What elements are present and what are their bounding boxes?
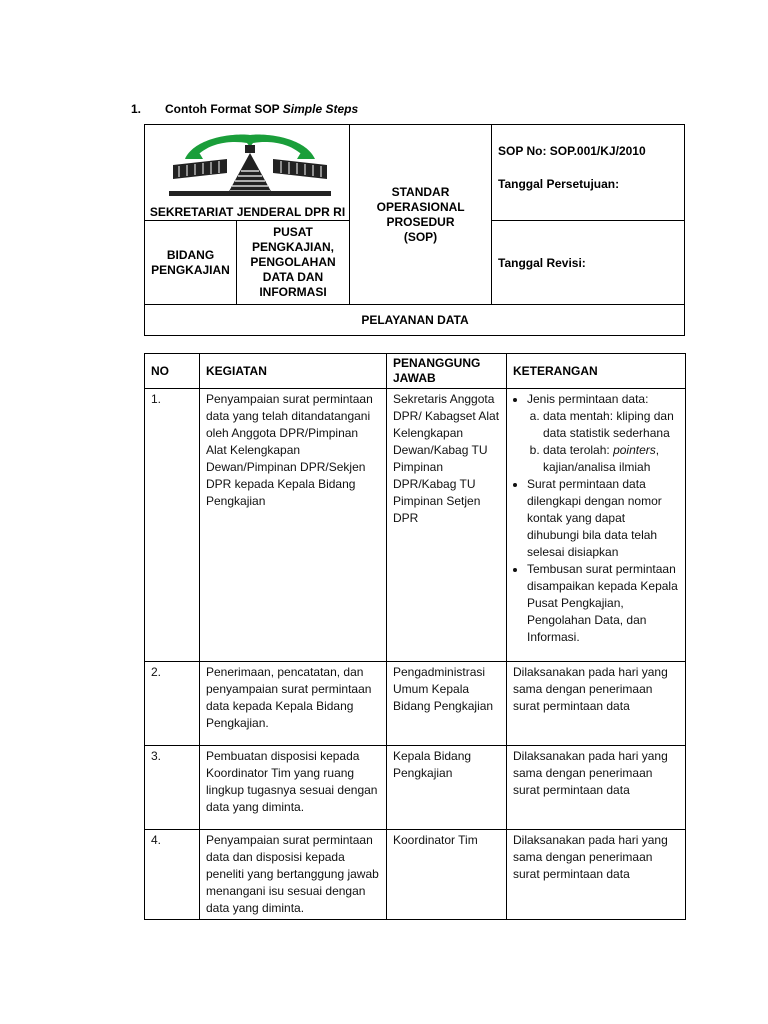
table-row	[145, 662, 686, 746]
row-penanggung-jawab: Sekretaris Anggota DPR/ Kabagset Alat Kelengkapan Dewan/Kabag TU Pimpinan DPR/Kabag TU Pimpinan Setjen DPR	[387, 389, 507, 662]
org-name: SEKRETARIAT JENDERAL DPR RI	[149, 205, 346, 219]
sop-number: SOP No: SOP.001/KJ/2010	[498, 144, 646, 158]
row-penanggung-jawab: Kepala Bidang Pengkajian	[387, 746, 507, 830]
sop-header-box	[144, 124, 685, 336]
pelayanan-data-label: PELAYANAN DATA	[361, 312, 469, 327]
row-kegiatan: Penyampaian surat permintaan data dan disposisi kepada peneliti yang bertanggung jawab menangani isu sesuai dengan data yang diminta.	[200, 830, 387, 920]
heading-italic: Simple Steps	[282, 102, 359, 116]
tanggal-revisi: Tanggal Revisi:	[498, 256, 586, 270]
col-header-penanggung-jawab: PENANGGUNG JAWAB	[387, 354, 507, 389]
list-item: a. data mentah: kliping dan data statistik sederhana	[543, 408, 679, 442]
heading-text: Contoh Format SOP	[165, 102, 283, 116]
row-keterangan: Dilaksanakan pada hari yang sama dengan penerimaan surat permintaan data	[507, 662, 686, 746]
bidang-label: BIDANG PENGKAJIAN	[151, 247, 230, 277]
list-item: • Tembusan surat permintaan disampaikan kepada Kepala Pusat Pengkajian, Pengolahan Data, dan Informasi.	[527, 561, 679, 646]
sop-steps-table	[144, 353, 686, 920]
table-header-row	[145, 354, 686, 389]
section-heading	[131, 102, 358, 116]
row-no: 2.	[145, 662, 200, 746]
tanggal-persetujuan: Tanggal Persetujuan:	[498, 177, 620, 191]
table-row	[145, 746, 686, 830]
list-item: • Surat permintaan data dilengkapi dengan nomor kontak yang dapat dihubungi bila data telah selesai disiapkan	[527, 476, 679, 561]
col-header-no: NO	[145, 354, 200, 389]
row-keterangan: Dilaksanakan pada hari yang sama dengan penerimaan surat permintaan data	[507, 746, 686, 830]
dpr-logo-icon	[165, 129, 335, 199]
row-penanggung-jawab: Pengadministrasi Umum Kepala Bidang Pengkajian	[387, 662, 507, 746]
table-row	[145, 389, 686, 662]
heading-number: 1.	[131, 102, 142, 116]
table-row	[145, 830, 686, 920]
col-header-keterangan: KETERANGAN	[507, 354, 686, 389]
row-kegiatan: Pembuatan disposisi kepada Koordinator Tim yang ruang lingkup tugasnya sesuai dengan data yang diminta.	[200, 746, 387, 830]
row-penanggung-jawab: Koordinator Tim	[387, 830, 507, 920]
row-keterangan	[507, 389, 686, 662]
list-item: b. data terolah: pointers, kajian/analisa ilmiah	[543, 442, 679, 476]
row-no: 1.	[145, 389, 200, 662]
list-item: • Jenis permintaan data: a. data mentah: kliping dan data statistik sederhana b. data terolah: pointers, kajian/analisa ilmiah	[527, 391, 679, 476]
sop-title: STANDAR OPERASIONAL PROSEDUR (SOP)	[376, 185, 465, 244]
row-no: 4.	[145, 830, 200, 920]
row-kegiatan: Penerimaan, pencatatan, dan penyampaian surat permintaan data kepada Kepala Bidang Pengkajian.	[200, 662, 387, 746]
row-no: 3.	[145, 746, 200, 830]
col-header-kegiatan: KEGIATAN	[200, 354, 387, 389]
pusat-label: PUSAT PENGKAJIAN, PENGOLAHAN DATA DAN INFORMASI	[250, 225, 336, 299]
row-kegiatan: Penyampaian surat permintaan data yang telah ditandatangani oleh Anggota DPR/Pimpinan Alat Kelengkapan Dewan/Pimpinan DPR/Sekjen DPR kepada Kepala Bidang Pengkajian	[200, 389, 387, 662]
row-keterangan: Dilaksanakan pada hari yang sama dengan penerimaan surat permintaan data	[507, 830, 686, 920]
